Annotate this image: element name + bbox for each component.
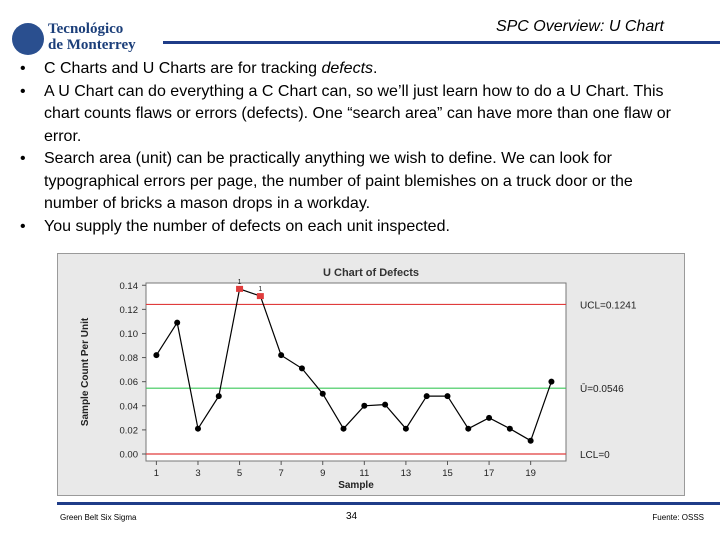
data-point: [174, 320, 180, 326]
logo-text: [48, 21, 136, 53]
bullet-text: You supply the number of defects on each unit inspected.: [44, 217, 450, 235]
data-point: [299, 365, 305, 371]
logo-emblem-icon: [12, 23, 44, 55]
center-label: Ū=0.0546: [580, 384, 624, 396]
x-tick-label: 13: [400, 468, 412, 479]
x-tick-label: 17: [483, 468, 495, 479]
data-point: [278, 352, 284, 358]
bullet-list: [20, 58, 688, 238]
bullet-text: Search area (unit) can be practically anything we wish to define. We can look for typographical errors per page, the number of paint blemishes on a truck door or the number of bricks a mason drops in a workday.: [44, 150, 633, 212]
x-tick-label: 5: [236, 468, 243, 479]
bullet-item: [20, 216, 688, 239]
x-axis-label: Sample: [338, 480, 374, 491]
y-tick-label: 0.00: [119, 449, 138, 461]
x-tick-label: 11: [359, 468, 370, 479]
y-tick-label: 0.12: [119, 304, 138, 316]
y-tick-label: 0.04: [119, 401, 138, 413]
x-tick-label: 15: [442, 468, 453, 479]
y-tick-label: 0.14: [119, 280, 138, 292]
data-point: [465, 426, 471, 432]
data-point: [216, 393, 222, 399]
data-point: [486, 415, 492, 421]
logo-line-2: de Monterrey: [48, 37, 136, 53]
y-tick-label: 0.02: [119, 425, 138, 437]
bullet-emphasis: defects: [321, 60, 374, 77]
data-point: [320, 391, 326, 397]
u-chart-svg: [58, 254, 684, 495]
slide-title: SPC Overview: U Chart: [495, 18, 664, 35]
data-point: [444, 393, 450, 399]
header-divider: [163, 41, 720, 44]
x-tick-label: 19: [525, 468, 536, 479]
bullet-text: C Charts and U Charts are for tracking: [44, 60, 322, 77]
bullet-item: [20, 148, 688, 216]
data-point: [195, 426, 201, 432]
y-tick-label: 0.08: [119, 353, 138, 365]
out-of-control-flag: 1: [237, 278, 242, 286]
out-of-control-point: [257, 293, 264, 299]
logo-line-1: Tecnológico: [48, 21, 124, 37]
y-tick-label: 0.10: [119, 328, 138, 340]
data-point: [341, 426, 347, 432]
data-point: [548, 379, 554, 385]
out-of-control-flag: 1: [258, 286, 263, 294]
data-point: [424, 393, 430, 399]
ucl-label: UCL=0.1241: [580, 300, 637, 312]
page-number: 34: [346, 511, 358, 522]
bullet-marker: •: [20, 82, 26, 100]
bullet-marker: •: [20, 217, 26, 235]
bullet-item: [20, 58, 688, 81]
x-tick-label: 9: [320, 468, 326, 479]
bullet-text: A U Chart can do everything a C Chart can, so we’ll just learn how to do a U Chart. This chart counts flaws or errors (defects). One “search area” can have more than one flaw or error.: [44, 82, 671, 145]
data-point: [403, 426, 409, 432]
x-tick-label: 3: [195, 468, 201, 479]
footer-course: Green Belt Six Sigma: [60, 513, 137, 522]
bullet-marker: •: [20, 150, 26, 167]
out-of-control-point: [236, 286, 243, 292]
bullet-text-end: .: [373, 60, 378, 77]
x-tick-label: 7: [278, 468, 284, 479]
bullet-marker: •: [20, 60, 26, 77]
x-tick-label: 1: [153, 468, 160, 479]
data-point: [382, 402, 388, 408]
institution-logo: [12, 18, 147, 58]
y-axis-label: Sample Count Per Unit: [80, 317, 91, 427]
y-tick-label: 0.06: [119, 377, 138, 389]
bullet-item: [20, 81, 688, 149]
chart-title: U Chart of Defects: [323, 267, 419, 279]
data-point: [507, 426, 513, 432]
footer-divider: [57, 502, 720, 505]
data-point: [361, 403, 367, 409]
data-point: [153, 352, 159, 358]
u-chart-figure: [57, 253, 685, 496]
lcl-label: LCL=0: [580, 450, 610, 461]
footer-source: Fuente: OSSS: [652, 513, 704, 522]
data-point: [528, 438, 534, 444]
plot-area: [146, 283, 566, 461]
